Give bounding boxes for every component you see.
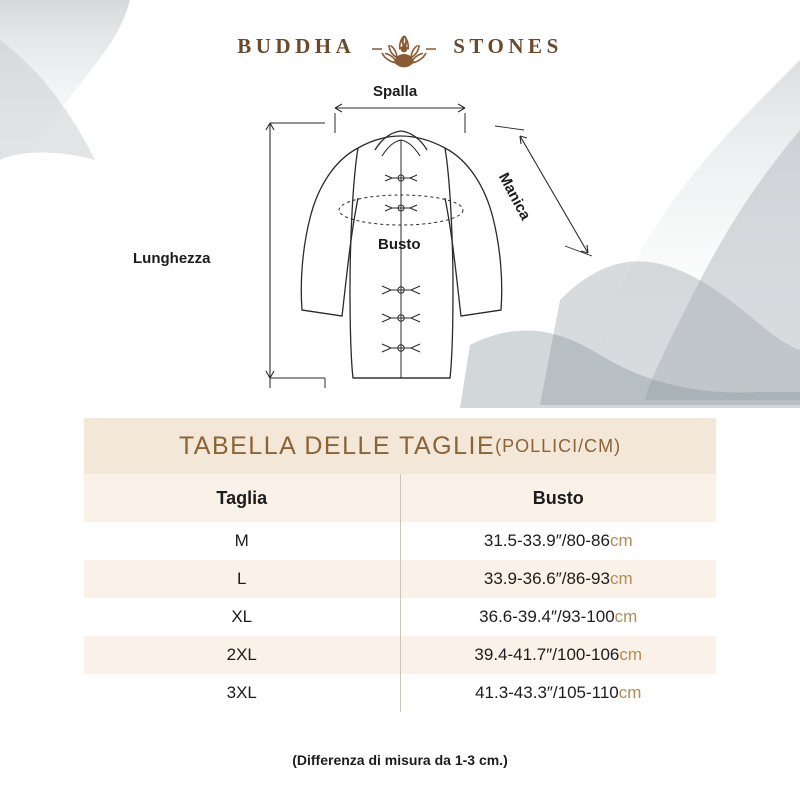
label-sleeve: Manica xyxy=(494,170,534,223)
lotus-meditation-icon xyxy=(365,23,443,71)
cell-chest: 41.3-43.3″/105-110cm xyxy=(400,674,716,712)
column-header-chest: Busto xyxy=(400,474,716,522)
label-chest: Busto xyxy=(378,236,421,253)
column-header-size: Taglia xyxy=(84,474,400,522)
size-chart xyxy=(84,418,716,712)
cell-size: 2XL xyxy=(84,636,400,674)
unit-label: cm xyxy=(609,569,633,588)
label-shoulder: Spalla xyxy=(373,83,418,100)
cell-chest: 33.9-36.6″/86-93cm xyxy=(400,560,716,598)
table-body xyxy=(84,522,716,712)
garment-measurement-diagram xyxy=(120,78,680,408)
size-chart-title-sub: (POLLICI/CM) xyxy=(495,435,622,456)
brand-header xyxy=(0,22,800,70)
table-row xyxy=(84,674,716,712)
table-row xyxy=(84,598,716,636)
cell-chest: 39.4-41.7″/100-106cm xyxy=(400,636,716,674)
cell-size: XL xyxy=(84,598,400,636)
table-row xyxy=(84,522,716,560)
table-header-row xyxy=(84,474,716,522)
size-chart-title-main: TABELLA DELLE TAGLIE xyxy=(178,431,496,460)
unit-label: cm xyxy=(609,531,633,550)
brand-word-left: BUDDHA xyxy=(237,33,356,58)
label-length: Lunghezza xyxy=(133,250,211,267)
cell-size: M xyxy=(84,522,400,560)
unit-label: cm xyxy=(618,683,642,702)
size-table xyxy=(84,474,716,712)
size-chart-title xyxy=(84,418,716,474)
measurement-note: (Differenza di misura da 1-3 cm.) xyxy=(292,752,508,768)
cell-chest: 31.5-33.9″/80-86cm xyxy=(400,522,716,560)
cell-size: L xyxy=(84,560,400,598)
unit-label: cm xyxy=(614,607,638,626)
unit-label: cm xyxy=(619,645,643,664)
table-row xyxy=(84,636,716,674)
table-row xyxy=(84,560,716,598)
cell-chest: 36.6-39.4″/93-100cm xyxy=(400,598,716,636)
brand-word-right: STONES xyxy=(453,33,563,58)
cell-size: 3XL xyxy=(84,674,400,712)
